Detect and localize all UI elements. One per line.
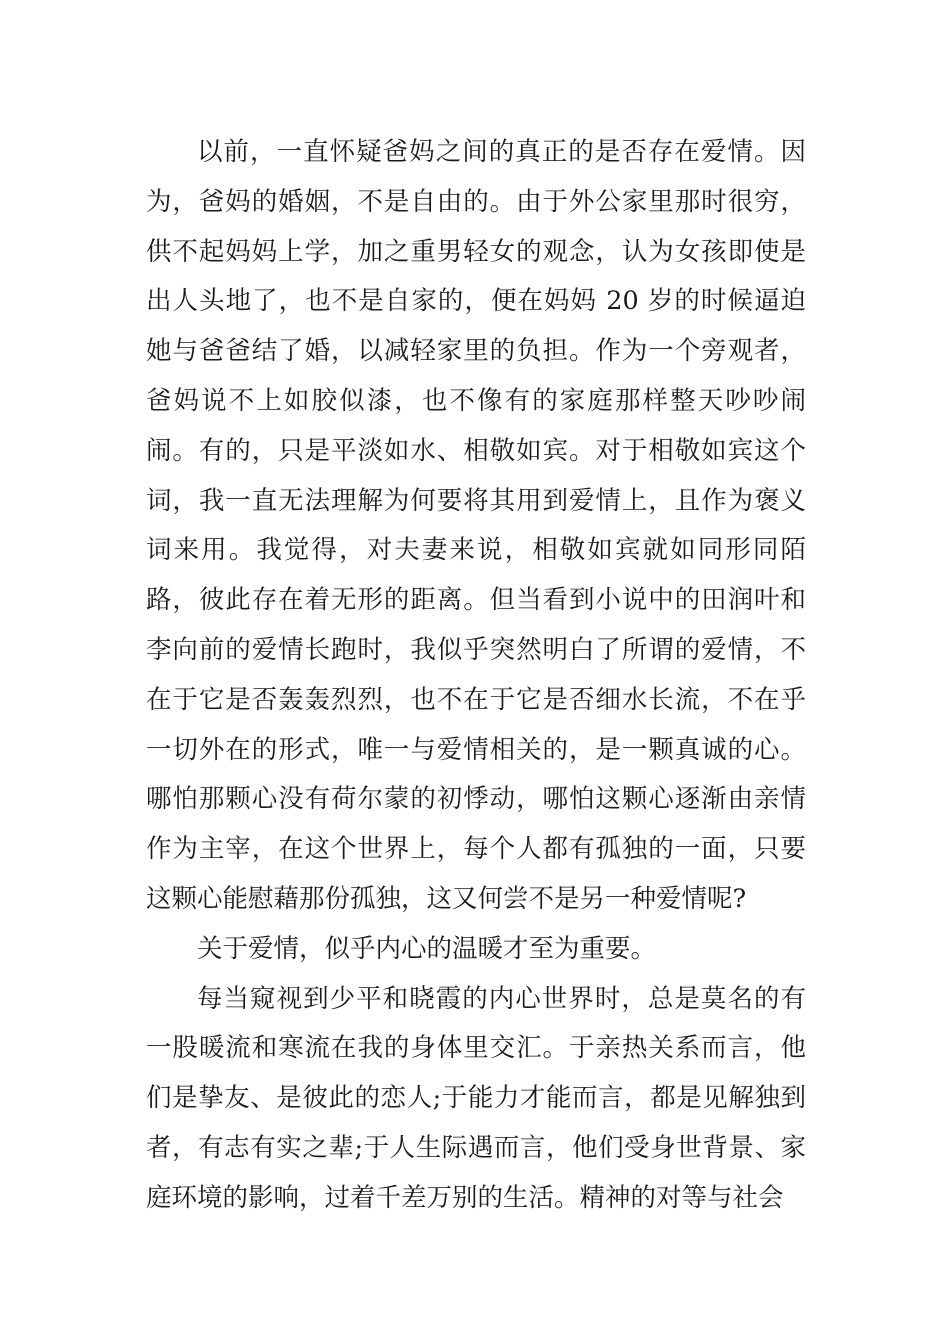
document-body — [146, 128, 806, 1224]
paragraph-shaoping-xiaoxia: 每当窥视到少平和晓霞的内心世界时，总是莫名的有一股暖流和寒流在我的身体里交汇。于亲热关系而言，他们是挚友、是彼此的恋人;于能力才能而言，都是见解独到者，有志有实之辈;于人生际遇而言，他们受身世背景、家庭环境的影响，过着千差万别的生活。精神的对等与社会 — [146, 983, 806, 1213]
paragraph-inner-warmth: 关于爱情，似乎内心的温暖才至为重要。 — [197, 933, 657, 964]
paragraph-parents-love: 以前，一直怀疑爸妈之间的真正的是否存在爱情。因为，爸妈的婚姻，不是自由的。由于外公家里那时很穷，供不起妈妈上学，加之重男轻女的观念，认为女孩即使是出人头地了，也不是自家的，便在妈妈 20 岁的时候逼迫她与爸爸结了婚，以减轻家里的负担。作为一个旁观者，爸妈说不上如胶似漆，也不像有的家庭那样整天吵吵闹闹。有的，只是平淡如水、相敬如宾。对于相敬如宾这个词，我一直无法理解为何要将其用到爱情上，且作为褒义词来用。我觉得，对夫妻来说，相敬如宾就如同形同陌路，彼此存在着无形的距离。但当看到小说中的田润叶和李向前的爱情长跑时，我似乎突然明白了所谓的爱情，不在于它是否轰轰烈烈，也不在于它是否细水长流，不在乎一切外在的形式，唯一与爱情相关的，是一颗真诚的心。哪怕那颗心没有荷尔蒙的初悸动，哪怕这颗心逐渐由亲情作为主宰，在这个世界上，每个人都有孤独的一面，只要这颗心能慰藉那份孤独，这又何尝不是另一种爱情呢? — [146, 137, 806, 914]
